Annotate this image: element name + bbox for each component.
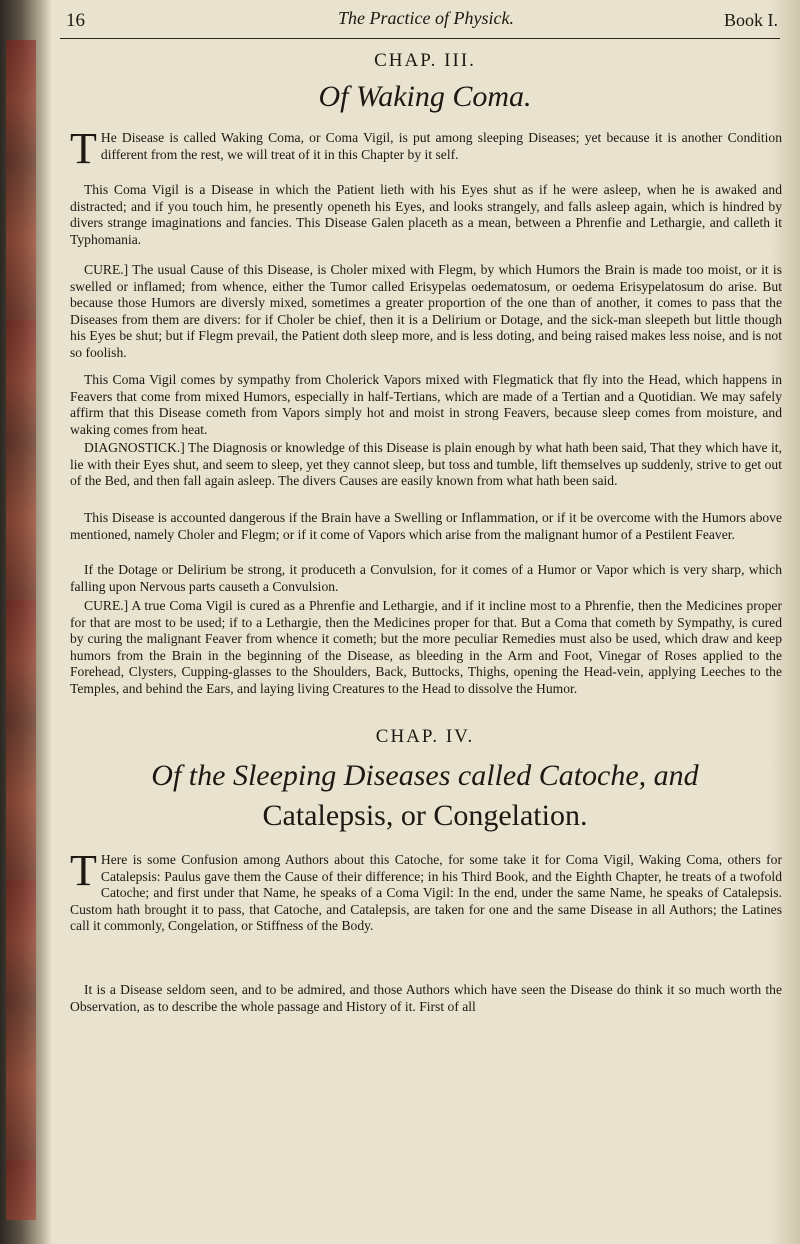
paragraph: DIAGNOSTICK.] The Diagnosis or knowledge of this Disease is plain enough by what hath been said, That they which have it, lie with their Eyes shut, and seem to sleep, yet they cannot sleep, but toss and tumble, lift themselves up suddenly, strive to get out of the Bed, and then fall again asleep. The divers Causes are easily known from what hath been said. [70,440,782,489]
running-head [66,6,782,34]
paragraph: It is a Disease seldom seen, and to be admired, and those Authors which have seen the Disease do think it so much worth the Observation, as to describe the whole passage and History of it. First of all [70,982,782,1014]
chapter-heading: CHAP. III. [374,50,476,71]
paragraph: CURE.] The usual Cause of this Disease, is Choler mixed with Flegm, by which Humors the Brain is made too moist, or it is swelled or inflamed; from whence, either the Tumor called Erisypelas oedematosum, or oedema Erisypelatosum do arise. But because those Humors are diversly mixed, sometimes a greater proportion of the one than of another, it comes to pass that the Diseases from them are divers: for if Choler be chief, then it is a Delirium or Dotage, and the sick-man sleepeth but little though his Eyes be shut; but if Flegm prevail, the Patient doth sleep more, and is less doting, and being raised makes less noise, and is not so foolish. [70,262,782,360]
paragraph-text: He Disease is called Waking Coma, or Coma Vigil, is put among sleeping Diseases; yet because it is another Condition different from the rest, we will treat of it in this Chapter by it self. [100,130,782,162]
paragraph: This Coma Vigil comes by sympathy from Cholerick Vapors mixed with Flegmatick that fly into the Head, which happens in Feavers that come from mixed Humors, especially in half-Tertians, which are made of a Tertian and a Quotidian. We may safely affirm that this Disease cometh from Vapors simply hot and moist in strong Feavers, because sleep comes from moisture, and waking comes from heat. [70,372,782,437]
chapter-title: Of Waking Coma. [318,80,532,113]
book-reference: Book I. [724,10,778,30]
drop-cap: T [70,124,97,173]
paragraph: If the Dotage or Delirium be strong, it produceth a Convulsion, for it comes of a Humor or Vapor which is very sharp, which falling upon Nervous parts causeth a Convulsion. [70,562,782,594]
paragraph-text: Here is some Confusion among Authors about this Catoche, for some take it for Coma Vigil, Waking Coma, others for Catalepsis: Paulus gave them the Cause of their difference; in his Third Book, and the Eighth Chapter, he treats of a twofold Catoche; and first under that Name, he speaks of a Coma Vigil: In the end, under the same Name, he speaks of Catalepsis. Custom hath brought it to pass, that Catoche, and Catalepsis, are taken for one and the same Disease in all Authors; the Latines call it commonly, Congelation, or Stiffness of the Body. [70,852,782,934]
paragraph [70,124,782,173]
header-rule [60,38,780,39]
paragraph: This Coma Vigil is a Disease in which the Patient lieth with his Eyes shut as if he were asleep, when he is awaked and distracted; and if you touch him, he presently openeth his Eyes, and looks strangely, and falls asleep again, which is hindred by divers strange imaginations and fancies. This Disease Galen placeth as a mean, between a Phrenfie and Lethargie, and calleth it Typhomania. [70,182,782,247]
chapter-heading: CHAP. IV. [375,726,475,747]
chapter-title [70,756,780,836]
running-title: The Practice of Physick. [338,8,514,28]
binding-edge [6,40,36,1220]
drop-cap: T [70,846,97,895]
paragraph: CURE.] A true Coma Vigil is cured as a Phrenfie and Lethargie, and if it incline most to a Phrenfie, then the Medicines proper for that are most to be used; if to a Lethargie, then the Medicines proper for that. But a Coma that cometh by Sympathy, is cured by curing the malignant Feaver from whence it cometh; but the more peculiar Remedies must also be used, which draw and keep humors from the Brain in the beginning of the Disease, as bleeding in the Arm and Foot, Vinegar of Roses applied to the Forehead, Clysters, Cupping-glasses to the Shoulders, Back, Buttocks, Thighs, opening the Head-vein, applying Leeches to the Temples, and behind the Ears, and laying living Creatures to the Head to dissolve the Humor. [70,598,782,696]
chapter-title-line: Catalepsis, or Congelation. [262,799,588,832]
page-number: 16 [66,10,85,31]
chapter-title-line: Of the Sleeping Diseases called Catoche, and [151,759,699,792]
paragraph [70,846,782,935]
paragraph: This Disease is accounted dangerous if the Brain have a Swelling or Inflammation, or if it be overcome with the Humors above mentioned, namely Choler and Flegm; or if it come of Vapors which arise from the malignant humor of a Pestilent Feaver. [70,510,782,542]
